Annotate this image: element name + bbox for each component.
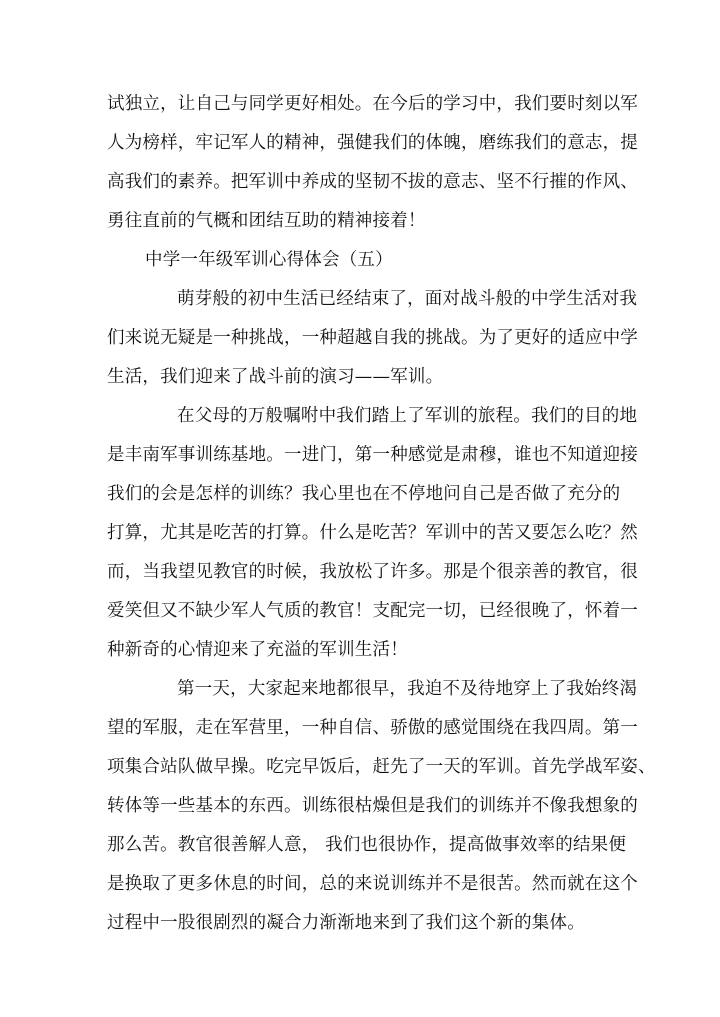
text-line-17: 望的军服，走在军营里，一种自信、骄傲的感觉围绕在我四周。第一 bbox=[107, 718, 638, 738]
text-line-19: 转体等一些基本的东西。训练很枯燥但是我们的训练并不像我想象的 bbox=[107, 796, 638, 816]
text-line-9: 在父母的万般嘱咐中我们踏上了军训的旅程。我们的目的地 bbox=[177, 406, 638, 426]
text-line-4: 勇往直前的气概和团结互助的精神接着！ bbox=[107, 211, 426, 231]
text-line-14: 爱笑但又不缺少军人气质的教官！支配完一切，已经很晚了，怀着一 bbox=[107, 601, 638, 621]
text-line-16: 第一天，大家起来地都很早，我迫不及待地穿上了我始终渴 bbox=[177, 679, 638, 699]
text-line-13: 而，当我望见教官的时候，我放松了许多。那是个很亲善的教官，很 bbox=[107, 562, 638, 582]
text-line-10: 是丰南军事训练基地。一进门，第一种感觉是肃穆，谁也不知道迎接 bbox=[107, 445, 638, 465]
text-line-11: 我们的会是怎样的训练？我心里也在不停地问自己是否做了充分的 bbox=[107, 484, 621, 504]
text-line-15: 种新奇的心情迎来了充溢的军训生活！ bbox=[107, 640, 408, 660]
text-line-20: 那么苦。教官很善解人意， 我们也很协作，提高做事效率的结果便 bbox=[107, 835, 627, 855]
text-line-18: 项集合站队做早操。吃完早饭后，赶先了一天的军训。首先学战军姿、 bbox=[107, 757, 656, 777]
text-line-6: 萌芽般的初中生活已经结束了，面对战斗般的中学生活对我 bbox=[177, 289, 638, 309]
text-line-12: 打算，尤其是吃苦的打算。什么是吃苦？军训中的苦又要怎么吃？然 bbox=[107, 523, 638, 543]
text-line-7: 们来说无疑是一种挑战，一种超越自我的挑战。为了更好的适应中学 bbox=[107, 328, 638, 348]
text-line-3: 高我们的素养。把军训中养成的坚韧不拔的意志、坚不行摧的作风、 bbox=[107, 172, 638, 192]
text-line-22: 过程中一股很剧烈的凝合力渐渐地来到了我们这个新的集体。 bbox=[107, 913, 585, 933]
text-line-2: 人为榜样，牢记军人的精神，强健我们的体魄，磨练我们的意志，提 bbox=[107, 133, 638, 153]
text-line-1: 试独立，让自己与同学更好相处。在今后的学习中，我们要时刻以军 bbox=[107, 94, 638, 114]
text-line-21: 是换取了更多休息的时间，总的来说训练并不是很苦。然而就在这个 bbox=[107, 874, 638, 894]
section-heading: 中学一年级军训心得体会（五） bbox=[145, 250, 393, 270]
text-line-8: 生活，我们迎来了战斗前的演习——军训。 bbox=[107, 367, 444, 387]
